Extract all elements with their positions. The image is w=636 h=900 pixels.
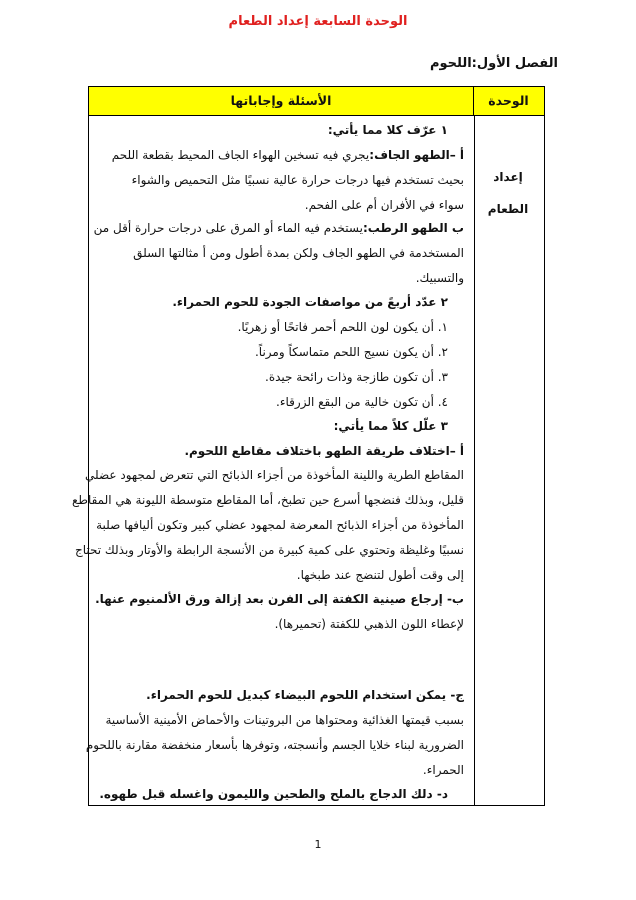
chapter-title: الفصل الأول:اللحوم — [429, 56, 558, 71]
q3-a-answer-line: المأخوذة من أجزاء الذبائح المعرضة لمجهود عضلي كبير وتكون أليافها صلبة — [96, 518, 464, 532]
q3-c-answer-line: الحمراء. — [422, 763, 464, 777]
q1-a-line-2: بحيث تستخدم فيها درجات حرارة عالية نسبيًا مثل التحميص والشواء — [131, 173, 464, 187]
q1-b-line-1 — [94, 221, 464, 235]
unit-name — [480, 161, 536, 225]
q3-d-heading: د- دلك الدجاج بالملح والطحين والليمون واغسله قبل طهوه. — [99, 787, 448, 801]
q3-a-answer-line: نسبيًا وغليظة وتحتوي على كمية كبيرة من الأنسجة الرابطة والأوتار وبذلك تحتاج — [74, 543, 464, 557]
q2-heading: ٢ عدّد أربعً من مواصفات الجودة للحوم الحمراء. — [172, 295, 448, 309]
q1-a-line-1 — [112, 148, 464, 162]
header-unit: الوحدة — [488, 93, 529, 108]
q3-b-heading: ب- إرجاع صينية الكفتة إلى الفرن بعد إزالة ورق الألمنيوم عنها. — [95, 592, 464, 606]
document-title: الوحدة السابعة إعداد الطعام — [228, 14, 408, 29]
q1-heading: ١ عرّف كلا مما يأتي: — [327, 123, 448, 137]
q1-a-label: أ –الطهو الجاف: — [369, 148, 464, 162]
q3-c-answer-line: بسبب قيمتها الغذائية ومحتواها من البروتينات والأحماض الأمينية الأساسية — [105, 713, 464, 727]
q2-item-1: ١. أن يكون لون اللحم أحمر فاتحًا أو زهريًا. — [237, 320, 448, 334]
q3-b-answer: لإعطاء اللون الذهبي للكفتة (تحميرها). — [274, 617, 464, 631]
q2-item-4: ٤. أن تكون خالية من البقع الزرقاء. — [276, 395, 448, 409]
q3-c-answer-line: الضرورية لبناء خلايا الجسم وأنسجته، وتوفرها بأسعار منخفضة مقارنة باللحوم — [85, 738, 464, 752]
q1-b-label: ب الطهو الرطب: — [362, 221, 464, 235]
q3-a-answer-line: قليل، وبذلك فنضجها أسرع حين تطبخ، أما المقاطع متوسطة الليونة هي المقاطع — [72, 493, 464, 507]
q3-a-answer-line: إلى وقت أطول لتنضج عند طبخها. — [296, 568, 464, 582]
q2-item-3: ٣. أن تكون طازجة وذات رائحة جيدة. — [265, 370, 448, 384]
q3-a-heading: أ –اختلاف طريقة الطهو باختلاف مقاطع اللحوم. — [184, 444, 464, 458]
header-qa: الأسئلة وإجاباتها — [89, 87, 474, 115]
q2-item-2: ٢. أن يكون نسيج اللحم متماسكاً ومرناً. — [254, 345, 448, 359]
q1-b-line-3: والتسبيك. — [415, 271, 464, 285]
unit-name-line-2: الطعام — [487, 202, 529, 216]
unit-name-line-1: إعداد — [493, 170, 523, 184]
q1-a-text: يجري فيه تسخين الهواء الجاف المحيط بقطعة اللحم — [111, 148, 370, 162]
q1-a-line-3: سواء في الأفران أم على الفحم. — [304, 198, 464, 212]
q3-a-answer-line: المقاطع الطرية واللينة المأخوذة من أجزاء الذبائح التي تتعرض لمجهود عضلي — [85, 468, 464, 482]
q3-heading: ٣ علّل كلاً مما يأتي: — [333, 419, 448, 433]
page-number: 1 — [314, 838, 322, 851]
table-header-row — [89, 87, 544, 116]
q3-c-heading: ج- يمكن استخدام اللحوم البيضاء كبديل للحوم الحمراء. — [146, 688, 464, 702]
q1-b-text: يستخدم فيه الماء أو المرق على درجات حرارة أقل من — [93, 221, 363, 235]
q1-b-line-2: المستخدمة في الطهو الجاف ولكن بمدة أطول ومن أ مثالتها السلق — [133, 246, 464, 260]
qa-table — [72, 86, 545, 806]
column-divider — [474, 116, 475, 806]
